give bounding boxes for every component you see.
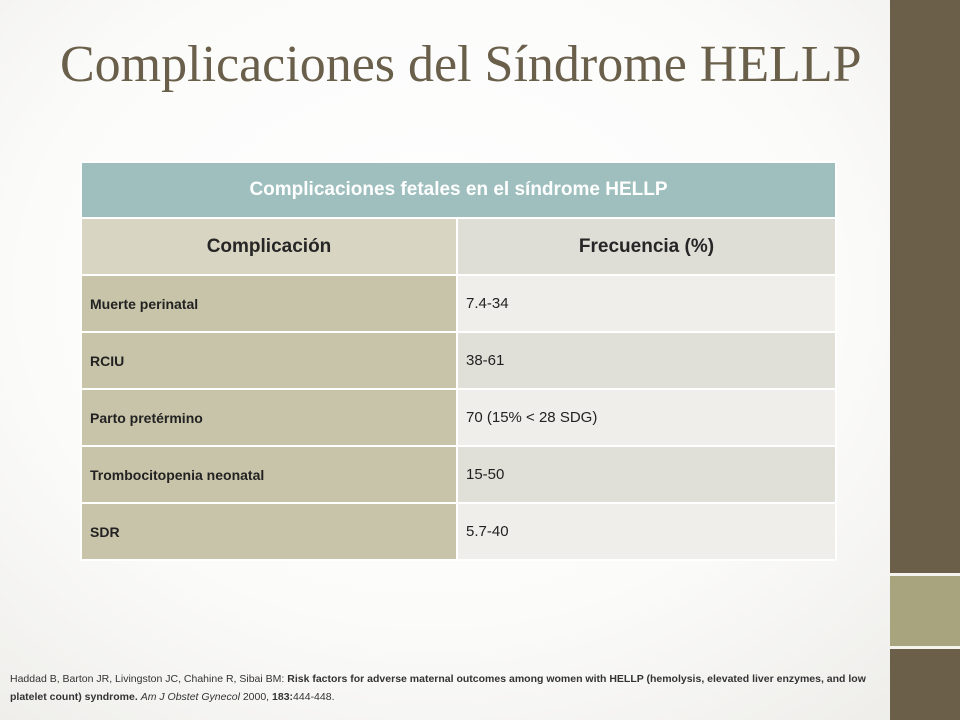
complication-cell: Trombocitopenia neonatal	[81, 446, 457, 503]
reference-authors: Haddad B, Barton JR, Livingston JC, Chahine R, Sibai BM:	[10, 673, 288, 685]
reference-volume: 183:	[272, 691, 294, 703]
side-bar-top-segment	[890, 0, 960, 574]
reference-year: 2000,	[239, 691, 273, 703]
column-header-frequency: Frecuencia (%)	[457, 218, 836, 275]
complication-cell: Parto pretérmino	[81, 389, 457, 446]
column-header-complication: Complicación	[81, 218, 457, 275]
table-row	[81, 503, 836, 560]
complication-cell: RCIU	[81, 332, 457, 389]
side-bar-divider	[890, 573, 960, 576]
slide-title: Complicaciones del Síndrome HELLP	[60, 36, 862, 93]
frequency-cell: 7.4-34	[457, 275, 836, 332]
side-bar-middle-segment	[890, 574, 960, 648]
table-row	[81, 389, 836, 446]
reference-journal: Am J Obstet Gynecol	[140, 691, 240, 703]
table-row	[81, 332, 836, 389]
frequency-cell: 5.7-40	[457, 503, 836, 560]
frequency-cell: 70 (15% < 28 SDG)	[457, 389, 836, 446]
complications-table	[80, 161, 837, 561]
side-bar-divider	[890, 646, 960, 649]
bibliographic-reference	[10, 670, 870, 706]
frequency-cell: 38-61	[457, 332, 836, 389]
reference-article-title: Risk factors for adverse maternal outcomes among women with HELLP (hemolysis, elevated liver enzymes, and low platelet count) syndrome.	[10, 673, 866, 703]
table-row	[81, 275, 836, 332]
frequency-cell: 15-50	[457, 446, 836, 503]
side-bar-bottom-segment	[890, 648, 960, 720]
complication-cell: Muerte perinatal	[81, 275, 457, 332]
table-caption: Complicaciones fetales en el síndrome HELLP	[81, 162, 836, 218]
side-accent-bar	[890, 0, 960, 720]
complication-cell: SDR	[81, 503, 457, 560]
reference-pages: 444-448.	[293, 691, 335, 703]
table-row	[81, 446, 836, 503]
